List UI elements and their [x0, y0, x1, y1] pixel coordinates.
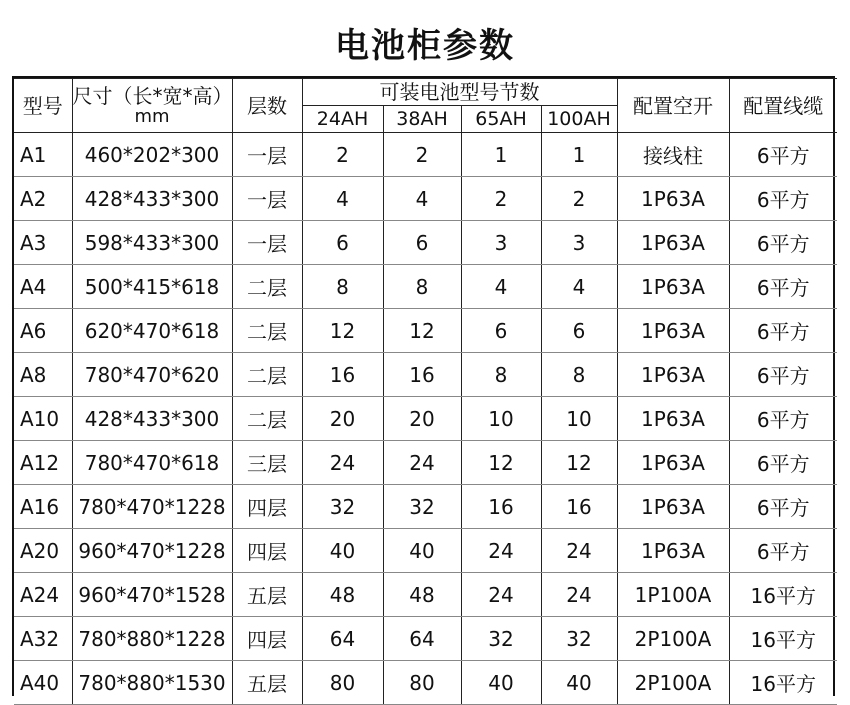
table-row — [14, 133, 837, 177]
cell-size: 500*415*618 — [72, 265, 232, 309]
cell-ah38: 32 — [383, 485, 461, 529]
header-38ah: 38AH — [383, 106, 461, 133]
cell-model: A24 — [14, 573, 72, 617]
cell-ah100: 1 — [541, 133, 617, 177]
cell-ah24: 2 — [302, 133, 383, 177]
cell-ah65: 10 — [461, 397, 541, 441]
cell-ah100: 10 — [541, 397, 617, 441]
cell-layers: 二层 — [232, 353, 302, 397]
cell-ah24: 12 — [302, 309, 383, 353]
table-row — [14, 573, 837, 617]
cell-breaker: 1P63A — [617, 441, 729, 485]
cell-ah65: 3 — [461, 221, 541, 265]
cell-cable: 16平方 — [729, 617, 837, 661]
cell-ah38: 12 — [383, 309, 461, 353]
cell-ah38: 24 — [383, 441, 461, 485]
cell-ah38: 80 — [383, 661, 461, 705]
cell-ah65: 32 — [461, 617, 541, 661]
table-header — [14, 79, 837, 133]
cell-ah100: 4 — [541, 265, 617, 309]
cell-ah100: 32 — [541, 617, 617, 661]
cell-breaker: 2P100A — [617, 661, 729, 705]
cell-model: A2 — [14, 177, 72, 221]
cell-breaker: 1P63A — [617, 221, 729, 265]
cell-ah38: 8 — [383, 265, 461, 309]
table-body — [14, 133, 837, 705]
cell-size: 780*880*1228 — [72, 617, 232, 661]
header-cable: 配置线缆 — [729, 79, 837, 133]
table-row — [14, 441, 837, 485]
table-row — [14, 529, 837, 573]
cell-ah38: 64 — [383, 617, 461, 661]
cell-breaker: 1P63A — [617, 309, 729, 353]
cell-size: 780*470*1228 — [72, 485, 232, 529]
cell-model: A10 — [14, 397, 72, 441]
cell-ah24: 80 — [302, 661, 383, 705]
cell-layers: 二层 — [232, 397, 302, 441]
cell-breaker: 1P63A — [617, 485, 729, 529]
cell-size: 780*880*1530 — [72, 661, 232, 705]
cell-breaker: 1P63A — [617, 265, 729, 309]
cell-ah24: 16 — [302, 353, 383, 397]
cell-size: 428*433*300 — [72, 177, 232, 221]
cell-layers: 五层 — [232, 573, 302, 617]
header-breaker: 配置空开 — [617, 79, 729, 133]
cell-size: 780*470*618 — [72, 441, 232, 485]
cell-ah100: 24 — [541, 529, 617, 573]
header-24ah: 24AH — [302, 106, 383, 133]
cell-layers: 四层 — [232, 485, 302, 529]
header-size-unit: mm — [134, 105, 170, 127]
cell-model: A40 — [14, 661, 72, 705]
cell-ah38: 2 — [383, 133, 461, 177]
cell-cable: 6平方 — [729, 353, 837, 397]
cell-ah65: 8 — [461, 353, 541, 397]
cell-ah100: 6 — [541, 309, 617, 353]
table-row — [14, 177, 837, 221]
table-row — [14, 661, 837, 705]
cell-breaker: 1P63A — [617, 529, 729, 573]
cell-layers: 三层 — [232, 441, 302, 485]
cell-ah38: 40 — [383, 529, 461, 573]
cell-layers: 一层 — [232, 177, 302, 221]
table-row — [14, 309, 837, 353]
cell-model: A20 — [14, 529, 72, 573]
cell-layers: 四层 — [232, 617, 302, 661]
table-row — [14, 221, 837, 265]
cell-cable: 6平方 — [729, 221, 837, 265]
cell-cable: 16平方 — [729, 661, 837, 705]
cell-ah65: 40 — [461, 661, 541, 705]
cell-ah24: 20 — [302, 397, 383, 441]
cell-cable: 6平方 — [729, 485, 837, 529]
cell-ah100: 2 — [541, 177, 617, 221]
cell-ah24: 40 — [302, 529, 383, 573]
cell-ah65: 2 — [461, 177, 541, 221]
cell-model: A12 — [14, 441, 72, 485]
cell-ah38: 20 — [383, 397, 461, 441]
cell-cable: 6平方 — [729, 441, 837, 485]
cell-cable: 6平方 — [729, 133, 837, 177]
cell-ah24: 24 — [302, 441, 383, 485]
cell-layers: 四层 — [232, 529, 302, 573]
cell-size: 960*470*1528 — [72, 573, 232, 617]
cell-cable: 6平方 — [729, 529, 837, 573]
cell-cable: 16平方 — [729, 573, 837, 617]
cell-ah65: 4 — [461, 265, 541, 309]
cell-breaker: 1P100A — [617, 573, 729, 617]
cell-ah65: 1 — [461, 133, 541, 177]
cell-ah38: 16 — [383, 353, 461, 397]
cell-size: 620*470*618 — [72, 309, 232, 353]
cell-ah65: 24 — [461, 529, 541, 573]
cell-ah100: 3 — [541, 221, 617, 265]
cell-model: A8 — [14, 353, 72, 397]
cell-ah38: 48 — [383, 573, 461, 617]
table-row — [14, 265, 837, 309]
header-size-line1: 尺寸（长*宽*高） — [72, 83, 233, 108]
cell-ah24: 4 — [302, 177, 383, 221]
header-layers: 层数 — [232, 79, 302, 133]
cell-ah65: 6 — [461, 309, 541, 353]
cell-ah38: 4 — [383, 177, 461, 221]
cell-ah24: 6 — [302, 221, 383, 265]
cell-model: A32 — [14, 617, 72, 661]
cell-size: 960*470*1228 — [72, 529, 232, 573]
cell-ah24: 8 — [302, 265, 383, 309]
header-100ah: 100AH — [541, 106, 617, 133]
cell-breaker: 2P100A — [617, 617, 729, 661]
cell-size: 780*470*620 — [72, 353, 232, 397]
cell-breaker: 1P63A — [617, 397, 729, 441]
cell-model: A1 — [14, 133, 72, 177]
cell-ah100: 8 — [541, 353, 617, 397]
cell-cable: 6平方 — [729, 309, 837, 353]
table-row — [14, 617, 837, 661]
cell-cable: 6平方 — [729, 397, 837, 441]
cell-breaker: 1P63A — [617, 353, 729, 397]
header-size — [72, 79, 232, 133]
cell-ah100: 40 — [541, 661, 617, 705]
cell-model: A3 — [14, 221, 72, 265]
cell-ah100: 12 — [541, 441, 617, 485]
cell-breaker: 1P63A — [617, 177, 729, 221]
header-battery-group: 可装电池型号节数 — [302, 79, 617, 106]
cell-ah100: 16 — [541, 485, 617, 529]
cell-ah24: 32 — [302, 485, 383, 529]
cell-size: 428*433*300 — [72, 397, 232, 441]
cell-model: A16 — [14, 485, 72, 529]
table-row — [14, 397, 837, 441]
cell-layers: 一层 — [232, 221, 302, 265]
cell-ah65: 16 — [461, 485, 541, 529]
cell-size: 460*202*300 — [72, 133, 232, 177]
spec-table-frame — [12, 76, 835, 696]
page-title: 电池柜参数 — [335, 26, 515, 66]
cell-ah65: 24 — [461, 573, 541, 617]
cell-ah38: 6 — [383, 221, 461, 265]
table-row — [14, 353, 837, 397]
cell-model: A4 — [14, 265, 72, 309]
cell-layers: 二层 — [232, 309, 302, 353]
cell-ah24: 48 — [302, 573, 383, 617]
cell-ah24: 64 — [302, 617, 383, 661]
header-65ah: 65AH — [461, 106, 541, 133]
cell-model: A6 — [14, 309, 72, 353]
cell-cable: 6平方 — [729, 177, 837, 221]
cell-cable: 6平方 — [729, 265, 837, 309]
table-row — [14, 485, 837, 529]
cell-layers: 二层 — [232, 265, 302, 309]
cell-layers: 五层 — [232, 661, 302, 705]
spec-table — [14, 78, 837, 705]
cell-ah100: 24 — [541, 573, 617, 617]
cell-breaker: 接线柱 — [617, 133, 729, 177]
header-model: 型号 — [14, 79, 72, 133]
cell-size: 598*433*300 — [72, 221, 232, 265]
cell-ah65: 12 — [461, 441, 541, 485]
cell-layers: 一层 — [232, 133, 302, 177]
